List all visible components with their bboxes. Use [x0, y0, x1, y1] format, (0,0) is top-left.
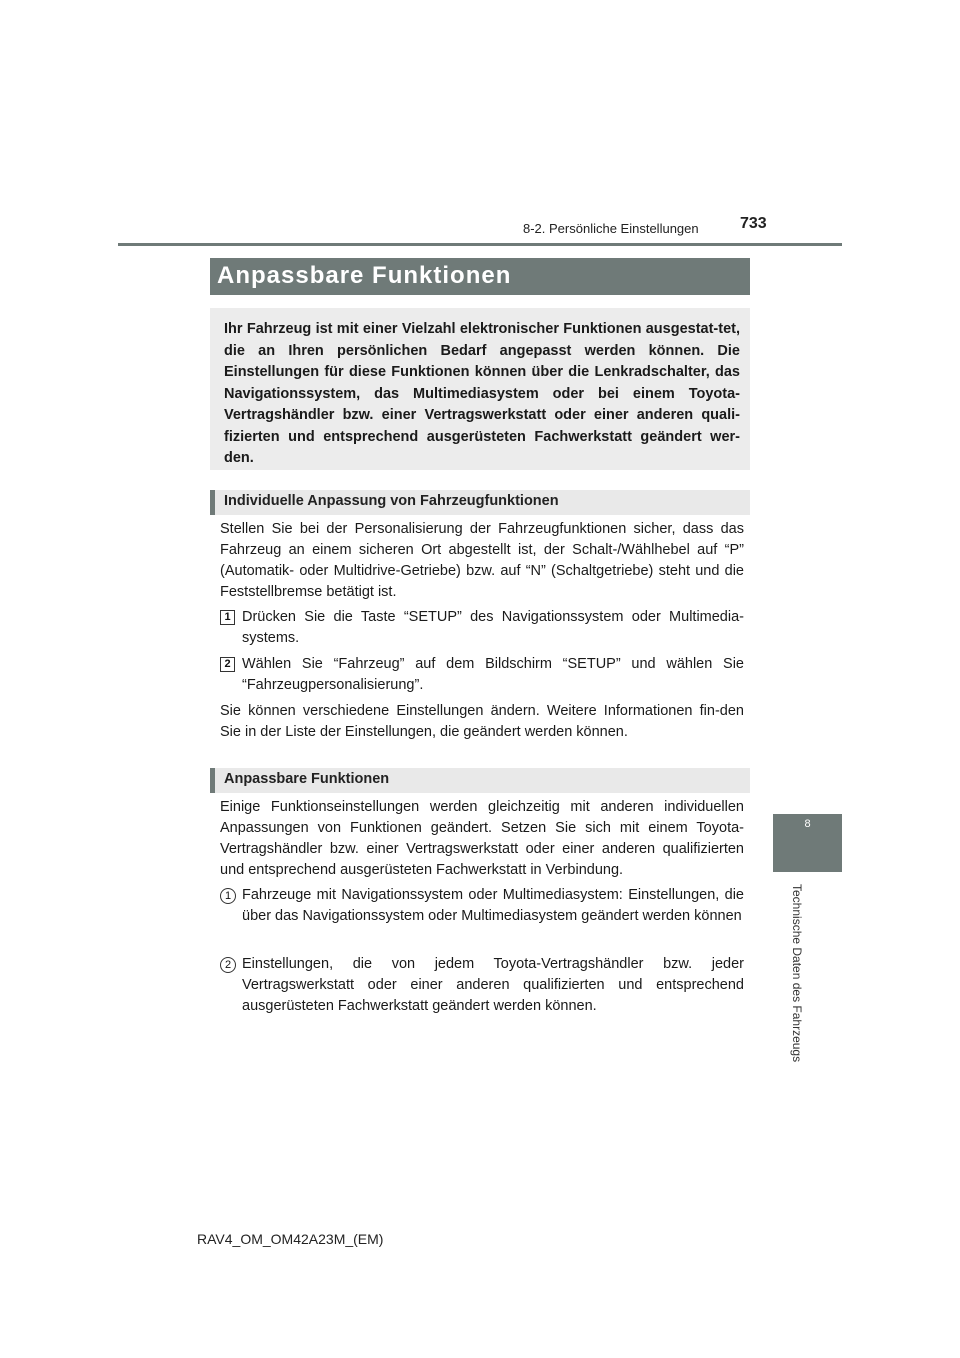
- intro-box: [210, 308, 750, 470]
- step-1-text: Drücken Sie die Taste “SETUP” des Navigationssystem oder Multimedia-systems.: [242, 609, 744, 646]
- chapter-tab: [773, 814, 842, 872]
- page-number: 733: [740, 215, 767, 232]
- item-marker-2: 2: [220, 957, 236, 973]
- intro-text: Ihr Fahrzeug ist mit einer Vielzahl elektronischer Funktionen ausgestat-tet, die an Ihren persönlichen Bedarf angepasst werden können. Die Einstellungen für diese Funktionen können über die Lenkradschalter, das Navigationssystem, das Multimediasystem oder bei einem Toyota-Vertragshändler bzw. einer Vertragswerkstatt oder einer anderen quali-fizierten und entsprechend ausgerüsteten Fachwerkstatt geändert wer-den.: [224, 321, 740, 466]
- step-marker-1: 1: [220, 610, 235, 625]
- section-heading-bar-2: [210, 768, 750, 793]
- item-1-text: Fahrzeuge mit Navigationssystem oder Multimediasystem: Einstellungen, die über das Navigationssystem oder Multimediasystem geändert werden können: [242, 887, 744, 924]
- section-heading-bar-1: [210, 490, 750, 515]
- manual-code: RAV4_OM_OM42A23M_(EM): [197, 1231, 384, 1247]
- header-divider: [118, 243, 842, 246]
- section-heading-1: Individuelle Anpassung von Fahrzeugfunktionen: [224, 493, 559, 509]
- section-accent: [210, 768, 215, 793]
- running-header-section: 8-2. Persönliche Einstellungen: [523, 221, 699, 236]
- item-marker-1: 1: [220, 888, 236, 904]
- step-marker-2: 2: [220, 657, 235, 672]
- page-title: Anpassbare Funktionen: [217, 262, 512, 289]
- section1-closing: Sie können verschiedene Einstellungen ändern. Weitere Informationen fin-den Sie in der Liste der Einstellungen, die geändert werden können.: [220, 703, 744, 740]
- section-accent: [210, 490, 215, 515]
- item-2-text: Einstellungen, die von jedem Toyota-Vertragshändler bzw. jeder Vertragswerkstatt oder einer anderen qualifizierten und entsprechend ausgerüsteten Fachwerkstatt geändert werden können.: [242, 956, 744, 1014]
- section2-paragraph: Einige Funktionseinstellungen werden gleichzeitig mit anderen individuellen Anpassungen von Funktionen geändert. Setzen Sie sich mit einem Toyota-Vertragshändler bzw. einer Vertragswerkstatt oder einer anderen qualifizierten und entsprechend ausgerüsteten Fachwerkstatt in Verbindung.: [220, 799, 744, 878]
- chapter-number: 8: [804, 818, 811, 830]
- chapter-title-vertical: Technische Daten des Fahrzeugs: [790, 884, 804, 1063]
- section-heading-2: Anpassbare Funktionen: [224, 771, 390, 787]
- step-2-text: Wählen Sie “Fahrzeug” auf dem Bildschirm “SETUP” und wählen Sie “Fahrzeugpersonalisierung”.: [242, 656, 744, 693]
- page-title-bar: [210, 258, 750, 295]
- section1-paragraph: Stellen Sie bei der Personalisierung der Fahrzeugfunktionen sicher, dass das Fahrzeug an einem sicheren Ort abgestellt ist, der Schalt-/Wählhebel auf “P” (Automatik- oder Multidrive-Getriebe) bzw. auf “N” (Schaltgetriebe) steht und die Feststellbremse betätigt ist.: [220, 521, 744, 600]
